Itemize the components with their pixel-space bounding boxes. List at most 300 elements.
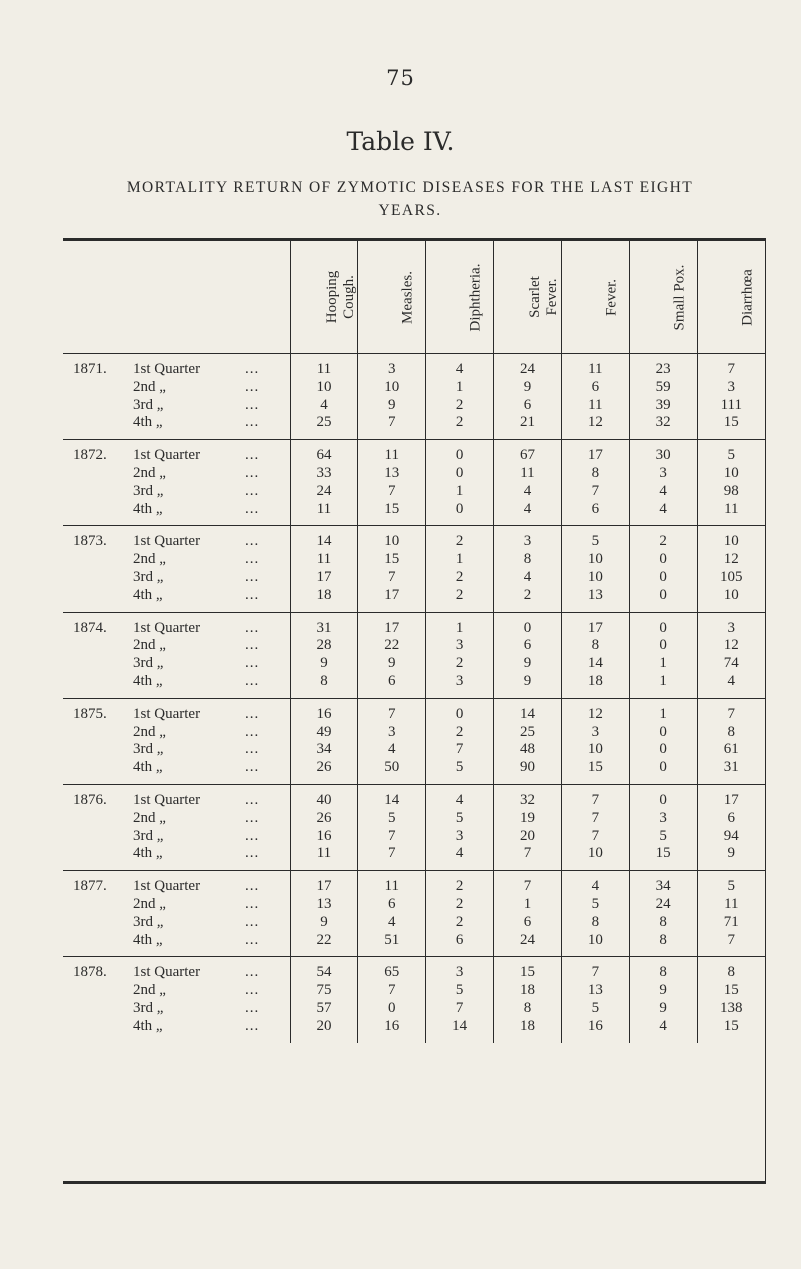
value-cell: 3 <box>697 612 765 637</box>
table-title: Table IV. <box>346 127 455 156</box>
leader-dots: ... <box>245 447 260 464</box>
value-cell: 30 <box>629 440 697 465</box>
value-cell: 1 <box>629 698 697 723</box>
value-cell: 5 <box>426 810 494 828</box>
quarter-label: 4th „ <box>133 414 163 431</box>
row-label <box>63 414 290 439</box>
value-cell: 11 <box>358 440 426 465</box>
leader-dots: ... <box>245 464 260 481</box>
value-cell: 57 <box>290 1000 358 1018</box>
value-cell: 39 <box>629 397 697 415</box>
header-row <box>63 241 765 354</box>
leader-dots: ... <box>245 791 260 808</box>
value-cell: 15 <box>494 957 562 982</box>
table-row <box>63 655 765 673</box>
value-cell: 0 <box>629 569 697 587</box>
value-cell: 17 <box>561 440 629 465</box>
quarter-label: 1st Quarter <box>133 447 201 464</box>
leader-dots: ... <box>245 378 260 395</box>
table-body <box>63 354 765 1043</box>
row-label <box>63 1018 290 1043</box>
leader-dots: ... <box>245 705 260 722</box>
quarter-label: 4th „ <box>133 845 163 862</box>
value-cell: 9 <box>290 655 358 673</box>
value-cell: 1 <box>494 896 562 914</box>
column-header: Hooping Cough. <box>290 241 358 354</box>
value-cell: 111 <box>697 397 765 415</box>
value-cell: 3 <box>697 379 765 397</box>
value-cell: 61 <box>697 741 765 759</box>
leader-dots: ... <box>245 500 260 517</box>
value-cell: 0 <box>629 724 697 742</box>
quarter-label: 2nd „ <box>133 895 166 912</box>
value-cell: 5 <box>697 871 765 896</box>
value-cell: 10 <box>561 741 629 759</box>
value-cell: 4 <box>358 741 426 759</box>
table-row <box>63 526 765 551</box>
value-cell: 59 <box>629 379 697 397</box>
quarter-label: 3rd „ <box>133 913 164 930</box>
leader-dots: ... <box>245 568 260 585</box>
table-row <box>63 724 765 742</box>
table-row <box>63 587 765 612</box>
value-cell: 9 <box>358 397 426 415</box>
quarter-label: 2nd „ <box>133 464 166 481</box>
value-cell: 11 <box>290 354 358 379</box>
value-cell: 54 <box>290 957 358 982</box>
value-cell: 10 <box>697 465 765 483</box>
value-cell: 8 <box>697 957 765 982</box>
row-label <box>63 1000 290 1018</box>
value-cell: 7 <box>426 1000 494 1018</box>
value-cell: 8 <box>494 551 562 569</box>
value-cell: 2 <box>426 896 494 914</box>
quarter-label: 3rd „ <box>133 568 164 585</box>
quarter-label: 4th „ <box>133 1017 163 1034</box>
value-cell: 0 <box>629 637 697 655</box>
value-cell: 25 <box>290 414 358 439</box>
year-label: 1873. <box>73 533 107 550</box>
row-label <box>63 673 290 698</box>
quarter-label: 4th „ <box>133 759 163 776</box>
table-row <box>63 440 765 465</box>
value-cell: 0 <box>494 612 562 637</box>
leader-dots: ... <box>245 895 260 912</box>
value-cell: 20 <box>290 1018 358 1043</box>
value-cell: 2 <box>426 655 494 673</box>
quarter-label: 3rd „ <box>133 396 164 413</box>
value-cell: 2 <box>426 569 494 587</box>
value-cell: 11 <box>290 845 358 870</box>
value-cell: 26 <box>290 810 358 828</box>
table-row <box>63 637 765 655</box>
value-cell: 17 <box>697 784 765 809</box>
value-cell: 7 <box>358 698 426 723</box>
value-cell: 14 <box>561 655 629 673</box>
value-cell: 7 <box>697 354 765 379</box>
year-label: 1875. <box>73 705 107 722</box>
row-label <box>63 871 290 896</box>
value-cell: 3 <box>629 465 697 483</box>
value-cell: 7 <box>426 741 494 759</box>
value-cell: 10 <box>358 379 426 397</box>
value-cell: 7 <box>358 414 426 439</box>
value-cell: 11 <box>494 465 562 483</box>
quarter-label: 3rd „ <box>133 741 164 758</box>
table-row <box>63 612 765 637</box>
value-cell: 8 <box>290 673 358 698</box>
value-cell: 6 <box>426 932 494 957</box>
value-cell: 0 <box>629 612 697 637</box>
value-cell: 18 <box>494 982 562 1000</box>
value-cell: 16 <box>290 828 358 846</box>
table-row <box>63 828 765 846</box>
value-cell: 7 <box>697 932 765 957</box>
leader-dots: ... <box>245 741 260 758</box>
column-header: Fever. <box>561 241 629 354</box>
value-cell: 9 <box>494 673 562 698</box>
value-cell: 49 <box>290 724 358 742</box>
row-label <box>63 957 290 982</box>
value-cell: 3 <box>426 637 494 655</box>
value-cell: 98 <box>697 483 765 501</box>
value-cell: 8 <box>629 914 697 932</box>
table-row <box>63 397 765 415</box>
row-label <box>63 569 290 587</box>
table-row <box>63 759 765 784</box>
value-cell: 4 <box>629 483 697 501</box>
row-label <box>63 379 290 397</box>
value-cell: 10 <box>561 932 629 957</box>
value-cell: 14 <box>494 698 562 723</box>
value-cell: 1 <box>629 673 697 698</box>
leader-dots: ... <box>245 619 260 636</box>
value-cell: 0 <box>629 741 697 759</box>
value-cell: 65 <box>358 957 426 982</box>
value-cell: 71 <box>697 914 765 932</box>
value-cell: 94 <box>697 828 765 846</box>
leader-dots: ... <box>245 964 260 981</box>
value-cell: 8 <box>629 932 697 957</box>
value-cell: 11 <box>358 871 426 896</box>
quarter-label: 1st Quarter <box>133 619 201 636</box>
value-cell: 15 <box>358 501 426 526</box>
value-cell: 7 <box>697 698 765 723</box>
column-header: Diarrhœa <box>697 241 765 354</box>
leader-dots: ... <box>245 1017 260 1034</box>
value-cell: 4 <box>494 483 562 501</box>
row-label <box>63 759 290 784</box>
table-row <box>63 483 765 501</box>
quarter-label: 1st Quarter <box>133 705 201 722</box>
value-cell: 4 <box>290 397 358 415</box>
row-label <box>63 982 290 1000</box>
value-cell: 34 <box>629 871 697 896</box>
value-cell: 2 <box>426 914 494 932</box>
value-cell: 13 <box>290 896 358 914</box>
value-cell: 3 <box>561 724 629 742</box>
value-cell: 40 <box>290 784 358 809</box>
value-cell: 6 <box>697 810 765 828</box>
value-cell: 15 <box>561 759 629 784</box>
quarter-label: 4th „ <box>133 586 163 603</box>
leader-dots: ... <box>245 361 260 377</box>
value-cell: 3 <box>358 724 426 742</box>
value-cell: 15 <box>358 551 426 569</box>
value-cell: 3 <box>426 673 494 698</box>
value-cell: 3 <box>494 526 562 551</box>
value-cell: 4 <box>494 569 562 587</box>
value-cell: 15 <box>697 1018 765 1043</box>
value-cell: 9 <box>629 1000 697 1018</box>
value-cell: 7 <box>494 845 562 870</box>
value-cell: 0 <box>629 759 697 784</box>
quarter-label: 4th „ <box>133 500 163 517</box>
quarter-label: 4th „ <box>133 931 163 948</box>
value-cell: 4 <box>426 845 494 870</box>
value-cell: 12 <box>561 698 629 723</box>
value-cell: 11 <box>290 551 358 569</box>
quarter-label: 3rd „ <box>133 482 164 499</box>
table-row <box>63 354 765 379</box>
value-cell: 3 <box>358 354 426 379</box>
value-cell: 31 <box>697 759 765 784</box>
table-subtitle: MORTALITY RETURN OF ZYMOTIC DISEASES FOR THE LAST EIGHT YEARS. <box>126 179 694 219</box>
row-label <box>63 465 290 483</box>
leader-dots: ... <box>245 931 260 948</box>
table-row <box>63 379 765 397</box>
value-cell: 6 <box>494 397 562 415</box>
row-label <box>63 551 290 569</box>
value-cell: 7 <box>358 982 426 1000</box>
value-cell: 4 <box>426 784 494 809</box>
value-cell: 19 <box>494 810 562 828</box>
leader-dots: ... <box>245 723 260 740</box>
table-row <box>63 784 765 809</box>
value-cell: 10 <box>358 526 426 551</box>
quarter-label: 1st Quarter <box>133 878 201 895</box>
table-row <box>63 932 765 957</box>
leader-dots: ... <box>245 913 260 930</box>
value-cell: 3 <box>426 828 494 846</box>
value-cell: 28 <box>290 637 358 655</box>
row-label <box>63 896 290 914</box>
leader-dots: ... <box>245 999 260 1016</box>
value-cell: 6 <box>358 673 426 698</box>
value-cell: 18 <box>494 1018 562 1043</box>
value-cell: 5 <box>358 810 426 828</box>
value-cell: 5 <box>561 1000 629 1018</box>
leader-dots: ... <box>245 672 260 689</box>
row-label <box>63 501 290 526</box>
value-cell: 6 <box>494 637 562 655</box>
table-row <box>63 957 765 982</box>
table-row <box>63 414 765 439</box>
value-cell: 5 <box>426 982 494 1000</box>
quarter-label: 3rd „ <box>133 999 164 1016</box>
table-row <box>63 845 765 870</box>
leader-dots: ... <box>245 878 260 895</box>
year-label: 1871. <box>73 361 107 377</box>
value-cell: 0 <box>426 698 494 723</box>
value-cell: 10 <box>697 526 765 551</box>
value-cell: 17 <box>358 587 426 612</box>
value-cell: 0 <box>426 501 494 526</box>
page-number: 75 <box>386 66 415 90</box>
row-label <box>63 612 290 637</box>
value-cell: 4 <box>697 673 765 698</box>
value-cell: 18 <box>561 673 629 698</box>
quarter-label: 2nd „ <box>133 637 166 654</box>
value-cell: 7 <box>358 845 426 870</box>
value-cell: 10 <box>561 845 629 870</box>
value-cell: 10 <box>561 551 629 569</box>
row-label <box>63 655 290 673</box>
value-cell: 48 <box>494 741 562 759</box>
value-cell: 12 <box>561 414 629 439</box>
quarter-label: 2nd „ <box>133 982 166 999</box>
table-row <box>63 1000 765 1018</box>
value-cell: 10 <box>290 379 358 397</box>
value-cell: 2 <box>494 587 562 612</box>
row-label <box>63 637 290 655</box>
value-cell: 15 <box>697 414 765 439</box>
value-cell: 5 <box>426 759 494 784</box>
value-cell: 16 <box>358 1018 426 1043</box>
value-cell: 2 <box>426 526 494 551</box>
value-cell: 7 <box>358 828 426 846</box>
leader-dots: ... <box>245 637 260 654</box>
value-cell: 23 <box>629 354 697 379</box>
value-cell: 10 <box>697 587 765 612</box>
value-cell: 2 <box>426 587 494 612</box>
leader-dots: ... <box>245 482 260 499</box>
value-cell: 8 <box>697 724 765 742</box>
value-cell: 31 <box>290 612 358 637</box>
value-cell: 8 <box>561 637 629 655</box>
row-label <box>63 741 290 759</box>
value-cell: 75 <box>290 982 358 1000</box>
year-label: 1874. <box>73 619 107 636</box>
value-cell: 13 <box>561 982 629 1000</box>
leader-dots: ... <box>245 551 260 568</box>
row-label <box>63 587 290 612</box>
leader-dots: ... <box>245 414 260 431</box>
row-label <box>63 810 290 828</box>
quarter-label: 1st Quarter <box>133 361 201 377</box>
value-cell: 90 <box>494 759 562 784</box>
value-cell: 24 <box>494 932 562 957</box>
quarter-label: 1st Quarter <box>133 533 201 550</box>
value-cell: 32 <box>629 414 697 439</box>
value-cell: 10 <box>561 569 629 587</box>
value-cell: 14 <box>290 526 358 551</box>
row-label <box>63 828 290 846</box>
row-label <box>63 784 290 809</box>
value-cell: 7 <box>561 784 629 809</box>
table-row <box>63 698 765 723</box>
value-cell: 11 <box>561 397 629 415</box>
table-row <box>63 810 765 828</box>
quarter-label: 1st Quarter <box>133 964 201 981</box>
value-cell: 32 <box>494 784 562 809</box>
table-row <box>63 569 765 587</box>
value-cell: 33 <box>290 465 358 483</box>
table-row <box>63 673 765 698</box>
quarter-label: 3rd „ <box>133 655 164 672</box>
value-cell: 6 <box>561 501 629 526</box>
header-label-cell <box>63 241 290 354</box>
value-cell: 22 <box>358 637 426 655</box>
value-cell: 24 <box>494 354 562 379</box>
value-cell: 0 <box>426 465 494 483</box>
year-label: 1877. <box>73 878 107 895</box>
value-cell: 16 <box>290 698 358 723</box>
value-cell: 9 <box>629 982 697 1000</box>
column-header: Measles. <box>358 241 426 354</box>
value-cell: 1 <box>426 551 494 569</box>
value-cell: 21 <box>494 414 562 439</box>
value-cell: 7 <box>561 957 629 982</box>
table-row <box>63 501 765 526</box>
value-cell: 4 <box>358 914 426 932</box>
value-cell: 15 <box>697 982 765 1000</box>
row-label <box>63 914 290 932</box>
table-row <box>63 914 765 932</box>
value-cell: 8 <box>629 957 697 982</box>
value-cell: 12 <box>697 637 765 655</box>
row-label <box>63 440 290 465</box>
row-label <box>63 526 290 551</box>
value-cell: 5 <box>561 896 629 914</box>
value-cell: 24 <box>629 896 697 914</box>
value-cell: 4 <box>426 354 494 379</box>
value-cell: 50 <box>358 759 426 784</box>
value-cell: 7 <box>358 483 426 501</box>
table-row <box>63 871 765 896</box>
value-cell: 15 <box>629 845 697 870</box>
value-cell: 17 <box>358 612 426 637</box>
value-cell: 0 <box>358 1000 426 1018</box>
value-cell: 7 <box>358 569 426 587</box>
leader-dots: ... <box>245 845 260 862</box>
value-cell: 74 <box>697 655 765 673</box>
value-cell: 11 <box>290 501 358 526</box>
value-cell: 11 <box>697 896 765 914</box>
value-cell: 25 <box>494 724 562 742</box>
value-cell: 9 <box>358 655 426 673</box>
table-row <box>63 982 765 1000</box>
value-cell: 2 <box>426 397 494 415</box>
value-cell: 2 <box>426 724 494 742</box>
value-cell: 4 <box>561 871 629 896</box>
value-cell: 5 <box>697 440 765 465</box>
table-row <box>63 741 765 759</box>
value-cell: 138 <box>697 1000 765 1018</box>
leader-dots: ... <box>245 759 260 776</box>
leader-dots: ... <box>245 533 260 550</box>
column-header: Diphtheria. <box>426 241 494 354</box>
year-label: 1876. <box>73 791 107 808</box>
value-cell: 8 <box>561 465 629 483</box>
value-cell: 2 <box>629 526 697 551</box>
value-cell: 8 <box>561 914 629 932</box>
leader-dots: ... <box>245 655 260 672</box>
leader-dots: ... <box>245 809 260 826</box>
value-cell: 7 <box>494 871 562 896</box>
quarter-label: 2nd „ <box>133 551 166 568</box>
table-row <box>63 465 765 483</box>
